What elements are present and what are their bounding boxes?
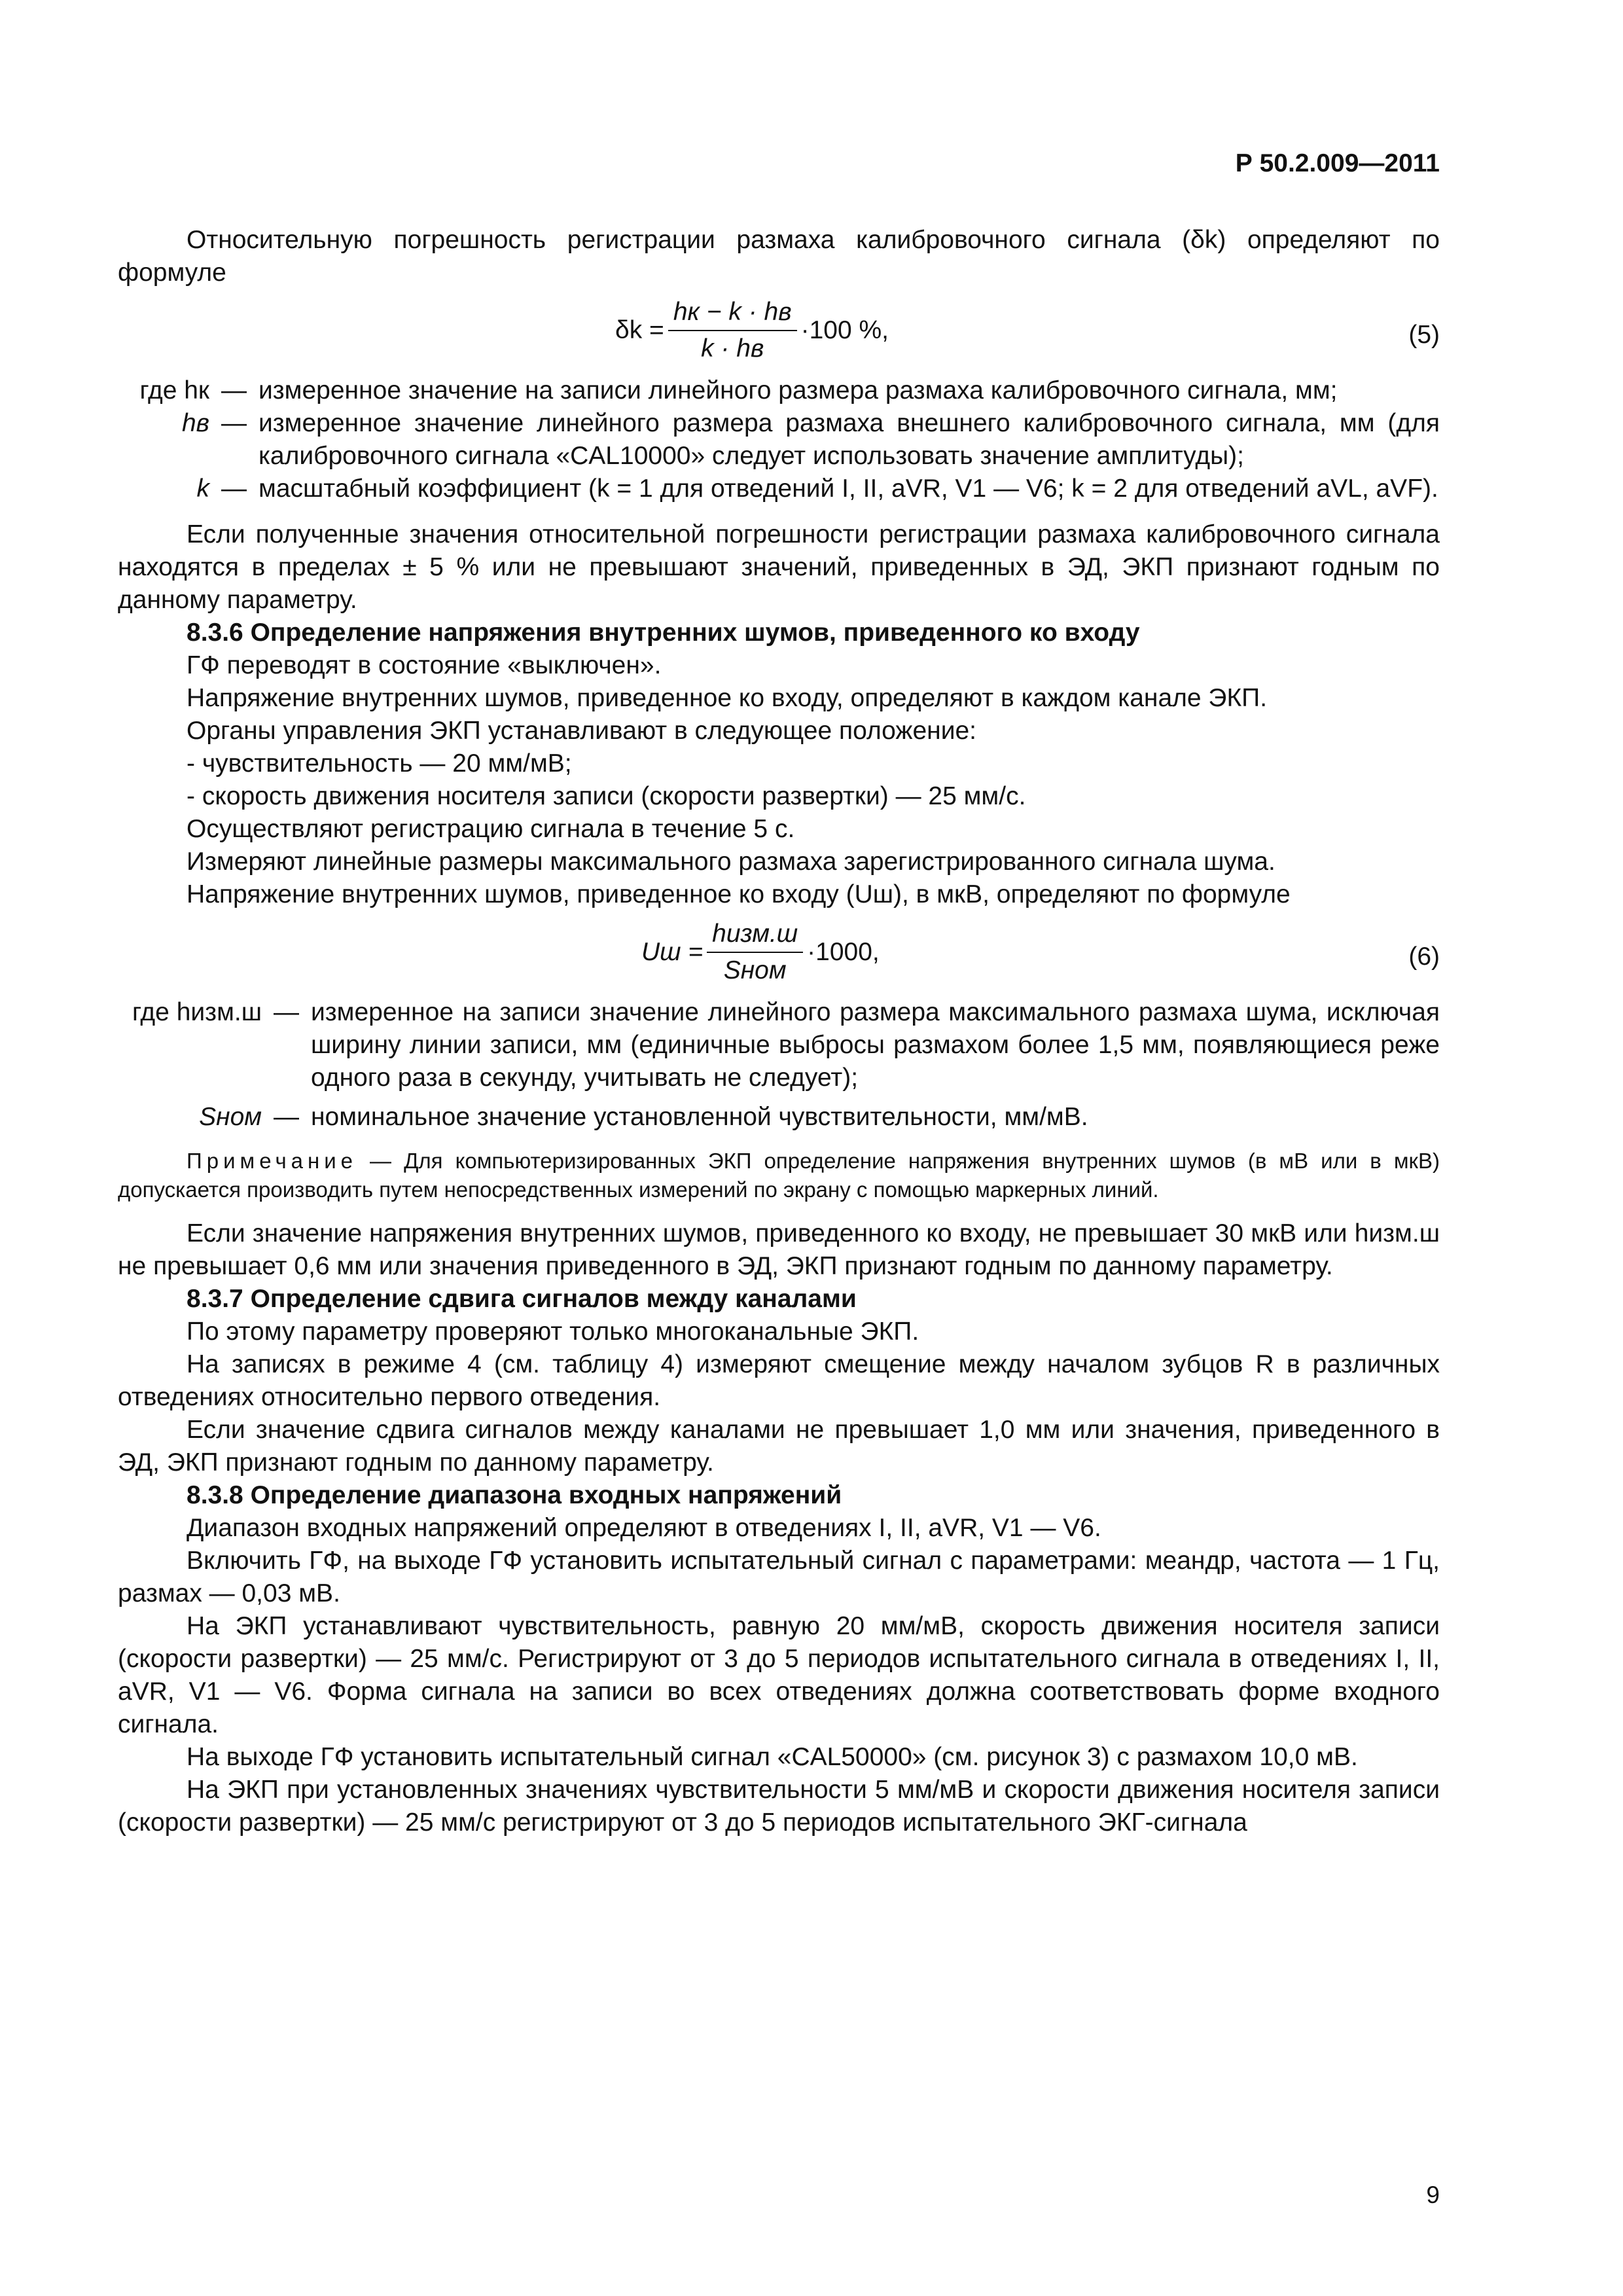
formula-lhs: Uш = [641, 938, 704, 966]
definition-text: измеренное значение на записи линейного размера размаха калибровочного сигнала, мм; [259, 376, 1338, 404]
definition-symbol: где hк [139, 376, 209, 404]
formula-6 [118, 911, 1440, 996]
definition-dash: — [274, 1103, 299, 1131]
note [118, 1147, 1440, 1204]
paragraph: Осуществляют регистрацию сигнала в течение 5 с. [187, 815, 795, 843]
formula-numerator: hк − k · hв [668, 296, 797, 331]
section-heading-8-3-6: 8.3.6 Определение напряжения внутренних шумов, приведенного ко входу [187, 619, 1140, 647]
paragraph: Если значение сдвига сигналов между каналами не превышает 1,0 мм или значения, приведенного в ЭД, ЭКП признают годным по данному параметру. [118, 1416, 1440, 1477]
definition-dash: — [221, 475, 247, 503]
formula-fraction [668, 296, 797, 365]
definition-dash: — [221, 409, 247, 437]
list-item: - чувствительность — 20 мм/мВ; [187, 749, 572, 778]
paragraph: Напряжение внутренних шумов, приведенное ко входу (Uш), в мкВ, определяют по формуле [187, 880, 1291, 908]
definition-dash: — [221, 376, 247, 404]
formula-number: (5) [1408, 321, 1440, 349]
formula-tail: ·100 %, [800, 316, 889, 344]
paragraph: Измеряют линейные размеры максимального размаха зарегистрированного сигнала шума. [187, 848, 1275, 876]
paragraph: По этому параметру проверяют только многоканальные ЭКП. [187, 1318, 919, 1346]
formula-fraction [707, 918, 803, 987]
paragraph: На выходе ГФ установить испытательный сигнал «CAL50000» (см. рисунок 3) с размахом 10,0 мВ. [187, 1743, 1358, 1771]
definition-row [118, 996, 1440, 1094]
paragraph: На ЭКП устанавливают чувствительность, равную 20 мм/мВ, скорость движения носителя записи (скорости развертки) — 25 мм/с. Регистрируют от 3 до 5 периодов испытательного сигнала в отведениях I, II, aVR, V1 — V6. Форма сигнала на записи во всех отведениях должна соответствовать форме входного сигнала. [118, 1612, 1440, 1738]
definition-row [118, 1101, 1440, 1134]
document-code: Р 50.2.009—2011 [1235, 149, 1440, 177]
definition-text: номинальное значение установленной чувствительности, мм/мВ. [311, 1103, 1088, 1131]
formula-denominator: Sном [723, 956, 787, 984]
paragraph: Если полученные значения относительной погрешности регистрации размаха калибровочного сигнала находятся в пределах ± 5 % или не превышают значений, приведенных в ЭД, ЭКП признают годным по данному параметру. [118, 520, 1440, 614]
paragraph: На ЭКП при установленных значениях чувствительности 5 мм/мВ и скорости движения носителя записи (скорости развертки) — 25 мм/с регистрируют от 3 до 5 периодов испытательного ЭКГ-сигнала [118, 1776, 1440, 1837]
list-item: - скорость движения носителя записи (скорости развертки) — 25 мм/с. [187, 782, 1026, 810]
definition-symbol: k [196, 475, 209, 503]
definitions-6 [118, 996, 1440, 1134]
definition-text: измеренное значение линейного размера размаха внешнего калибровочного сигнала, мм (для калибровочного сигнала «CAL10000» следует использовать значение амплитуды); [259, 409, 1440, 470]
formula-number: (6) [1408, 942, 1440, 971]
paragraph: Если значение напряжения внутренних шумов, приведенного ко входу, не превышает 30 мкВ или hизм.ш не превышает 0,6 мм или значения приведенного в ЭД, ЭКП признают годным по данному параметру. [118, 1219, 1440, 1280]
definition-symbol: Sном [199, 1103, 262, 1131]
paragraph: Диапазон входных напряжений определяют в отведениях I, II, aVR, V1 — V6. [187, 1514, 1101, 1542]
paragraph: Относительную погрешность регистрации размаха калибровочного сигнала (δk) определяют по формуле [118, 226, 1440, 287]
definition-text: измеренное на записи значение линейного размера максимального размаха шума, исключая ширину линии записи, мм (единичные выбросы размахом более 1,5 мм, появляющиеся реже одного раза в секунду, учитывать не следует); [311, 998, 1440, 1092]
formula-denominator: k · hв [701, 334, 764, 363]
document-body [118, 224, 1440, 1839]
definition-text: масштабный коэффициент (k = 1 для отведений I, II, aVR, V1 — V6; k = 2 для отведений aVL, aVF). [259, 475, 1438, 503]
note-text: — Для компьютеризированных ЭКП определение напряжения внутренних шумов (в мВ или в мкВ) допускается производить путем непосредственных измерений по экрану с помощью маркерных линий. [118, 1149, 1440, 1202]
definition-row [118, 473, 1440, 505]
formula-tail: ·1000, [807, 938, 880, 966]
formula-lhs: δk = [615, 316, 664, 344]
paragraph: ГФ переводят в состояние «выключен». [187, 651, 662, 679]
page-number: 9 [1426, 2181, 1440, 2208]
definition-dash: — [274, 998, 299, 1026]
definition-symbol: hв [181, 409, 209, 437]
paragraph: Напряжение внутренних шумов, приведенное ко входу, определяют в каждом канале ЭКП. [187, 684, 1268, 712]
definition-symbol: где hизм.ш [132, 998, 262, 1026]
section-heading-8-3-8: 8.3.8 Определение диапазона входных напряжений [187, 1481, 842, 1509]
definitions-5 [118, 374, 1440, 505]
definition-row [118, 407, 1440, 473]
formula-5 [118, 289, 1440, 374]
definition-row [118, 374, 1440, 407]
paragraph: Включить ГФ, на выходе ГФ установить испытательный сигнал с параметрами: меандр, частота — 1 Гц, размах — 0,03 мВ. [118, 1547, 1440, 1607]
paragraph: Органы управления ЭКП устанавливают в следующее положение: [187, 717, 977, 745]
section-heading-8-3-7: 8.3.7 Определение сдвига сигналов между каналами [187, 1285, 857, 1313]
note-label: Примечание [187, 1149, 358, 1173]
paragraph: На записях в режиме 4 (см. таблицу 4) измеряют смещение между началом зубцов R в различных отведениях относительно первого отведения. [118, 1350, 1440, 1411]
formula-numerator: hизм.ш [707, 918, 803, 953]
